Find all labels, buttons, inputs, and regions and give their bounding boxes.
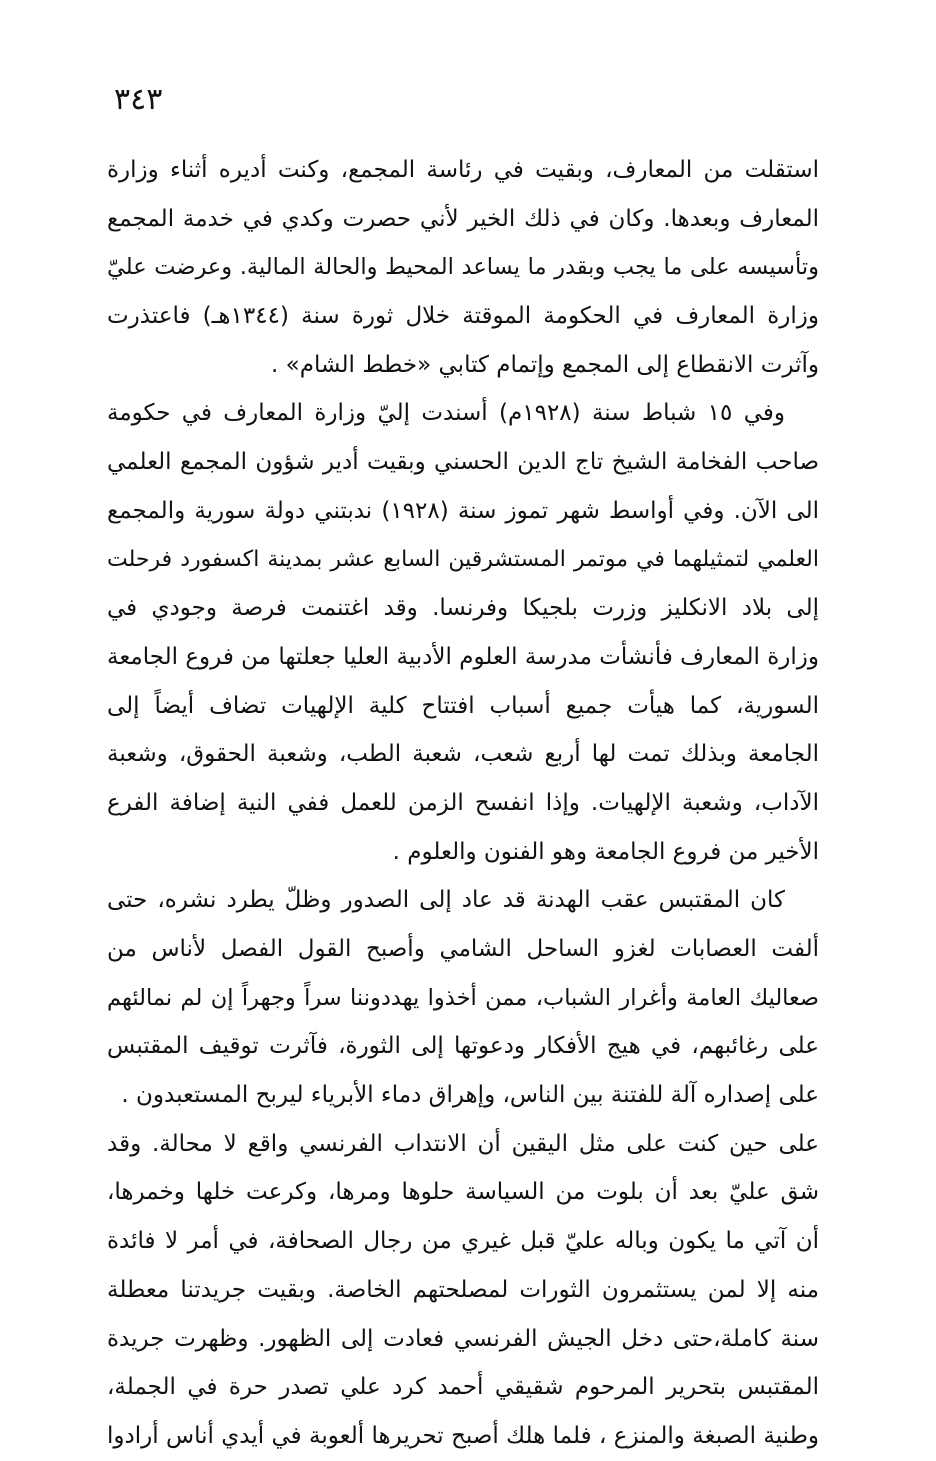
text-line: المقتبس بتحرير المرحوم شقيقي أحمد كرد علي تصدر حرة في الجملة،: [107, 1374, 819, 1401]
text-line: السورية، كما هيأت جميع أسباب افتتاح كلية الإلهيات تضاف أيضاً إلى: [107, 692, 819, 719]
text-line: صاحب الفخامة الشيخ تاج الدين الحسني وبقيت أدير شؤون المجمع العلمي: [107, 449, 819, 476]
page-number: ٣٤٣: [114, 82, 163, 117]
text-line: كان المقتبس عقب الهدنة قد عاد إلى الصدور وظلّ يطرد نشره، حتى: [107, 887, 785, 914]
text-line: صعاليك العامة وأغرار الشباب، ممن أخذوا يهددوننا سراً وجهراً إن لم نمالئهم: [107, 984, 819, 1011]
text-line: العلمي لتمثيلهما في موتمر المستشرقين السابع عشر بمدينة اكسفورد فرحلت: [107, 546, 819, 572]
text-line: على حين كنت على مثل اليقين أن الانتداب الفرنسي واقع لا محالة. وقد: [107, 1130, 819, 1157]
text-line: استقلت من المعارف، وبقيت في رئاسة المجمع، وكنت أديره أثناء وزارة: [107, 157, 819, 183]
text-line: سنة كاملة،حتى دخل الجيش الفرنسي فعادت إلى الظهور. وظهرت جريدة: [107, 1325, 819, 1352]
text-line: وتأسيسه على ما يجب وبقدر ما يساعد المحيط والحالة المالية. وعرضت عليّ: [107, 254, 819, 281]
text-line: الأخير من فروع الجامعة وهو الفنون والعلوم .: [392, 838, 819, 865]
text-line: أن آتي ما يكون وباله عليّ قبل غيري من رجال الصحافة، في أمر لا فائدة: [107, 1228, 819, 1255]
text-line: إلى بلاد الانكليز وزرت بلجيكا وفرنسا. وقد اغتنمت فرصة وجودي في: [107, 595, 819, 622]
text-line: وآثرت الانقطاع إلى المجمع وإتمام كتابي «خطط الشام» .: [271, 351, 819, 378]
text-line: شق عليّ بعد أن بلوت من السياسة حلوها ومرها، وكرعت خلها وخمرها،: [107, 1179, 819, 1206]
text-line: وطنية الصبغة والمنزع ، فلما هلك أصبح تحريرها ألعوبة في أيدي أناس أرادوا: [107, 1422, 819, 1449]
text-line: المعارف وبعدها. وكان في ذلك الخير لأني حصرت وكدي في خدمة المجمع: [107, 205, 819, 232]
text-line: منه إلا لمن يستثمرون الثورات لمصلحتهم الخاصة. وبقيت جريدتنا معطلة: [107, 1276, 819, 1303]
text-line: الى الآن. وفي أواسط شهر تموز سنة (١٩٢٨) ندبتني دولة سورية والمجمع: [107, 497, 819, 524]
text-line: وزارة المعارف فأنشأت مدرسة العلوم الأدبية العليا جعلتها من فروع الجامعة: [107, 643, 819, 670]
text-line: الجامعة وبذلك تمت لها أربع شعب، شعبة الطب، وشعبة الحقوق، وشعبة: [107, 741, 819, 768]
body-text: [107, 146, 819, 1461]
text-line: الآداب، وشعبة الإلهيات. وإذا انفسح الزمن للعمل ففي النية إضافة الفرع: [107, 789, 819, 816]
text-line: وزارة المعارف في الحكومة الموقتة خلال ثورة سنة (١٣٤٤هـ) فاعتذرت: [107, 303, 819, 330]
text-line: على إصداره آلة للفتنة بين الناس، وإهراق دماء الأبرياء ليربح المستعبدون .: [121, 1082, 819, 1109]
text-line: ألفت العصابات لغزو الساحل الشامي وأصبح القول الفصل لأناس من: [107, 936, 819, 962]
text-line: على رغائبهم، في هيج الأفكار ودعوتها إلى الثورة، فآثرت توقيف المقتبس: [107, 1033, 819, 1060]
text-line: وفي ١٥ شباط سنة (١٩٢٨م) أسندت إليّ وزارة المعارف في حكومة: [107, 400, 785, 427]
